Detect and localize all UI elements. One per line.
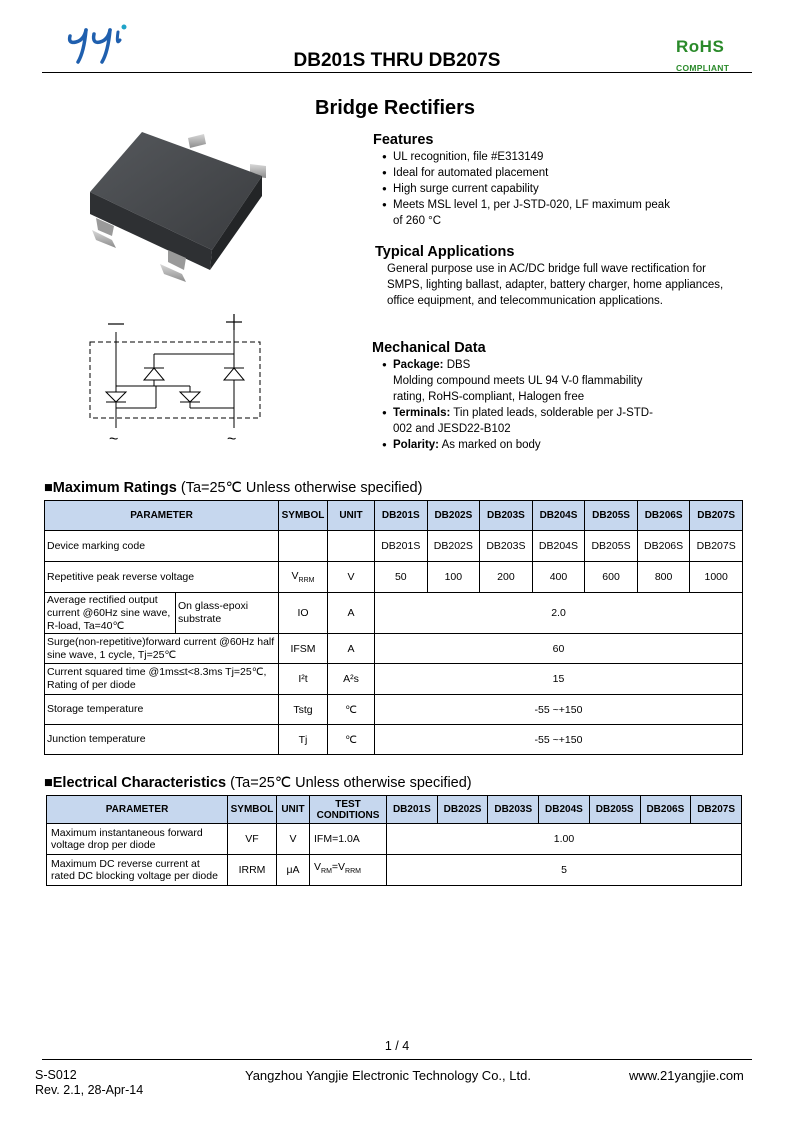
package-label: Package: [393, 359, 444, 371]
col-header: PARAMETER [45, 501, 279, 531]
svg-text:~: ~ [227, 431, 237, 448]
param-cell: Repetitive peak reverse voltage [45, 562, 279, 593]
unit-cell: A²s [328, 664, 375, 695]
col-header: DB202S [427, 501, 480, 531]
param-cell: Maximum DC reverse current at rated DC blocking voltage per diode [47, 855, 228, 886]
col-header: UNIT [328, 501, 375, 531]
value-cell: 100 [427, 562, 480, 593]
svg-text:~: ~ [109, 431, 119, 448]
value-cell: -55 ~+150 [375, 725, 743, 755]
website: www.21yangjie.com [629, 1068, 744, 1083]
value-cell: DB202S [427, 531, 480, 562]
value-cell: 15 [375, 664, 743, 695]
col-header: SYMBOL [279, 501, 328, 531]
package-value: DBS [443, 359, 471, 371]
symbol-cell [279, 562, 328, 593]
table-header-row [47, 796, 742, 824]
symbol-cell: IO [279, 593, 328, 634]
elec-char-condition: (Ta=25℃ Unless otherwise specified) [226, 775, 472, 791]
value-cell: DB204S [532, 531, 585, 562]
param-cell: Device marking code [45, 531, 279, 562]
unit-cell: A [328, 634, 375, 664]
col-header: PARAMETER [47, 796, 228, 824]
table-header-row [45, 501, 743, 531]
col-header: DB201S [387, 796, 438, 824]
mech-package [382, 357, 682, 405]
terminals-value: Tin plated leads, solderable per J-STD-002 and JESD22-B102 [393, 407, 653, 435]
document-id: S-S012 [35, 1068, 77, 1082]
symbol-cell: Tj [279, 725, 328, 755]
col-header: DB203S [480, 501, 533, 531]
symbol-cell: VF [228, 824, 277, 855]
mechanical-list [382, 357, 682, 453]
unit-cell: ℃ [328, 725, 375, 755]
table-row [45, 562, 743, 593]
col-header: UNIT [277, 796, 310, 824]
col-header: DB203S [488, 796, 539, 824]
applications-text: General purpose use in AC/DC bridge full wave rectification for SMPS, lighting ballast, adapter, battery charger, home appliances, office equipment, and telecommunication applications. [387, 263, 724, 307]
value-cell: 1000 [690, 562, 743, 593]
table-row [45, 531, 743, 562]
polarity-label: Polarity: [393, 439, 440, 451]
value-cell: 50 [375, 562, 428, 593]
footer-divider [42, 1059, 752, 1060]
test-sub: RRM [345, 868, 361, 876]
table-row [45, 634, 743, 664]
elec-char-heading: ■Electrical Characteristics [44, 775, 227, 791]
unit-cell: V [328, 562, 375, 593]
test-eq: =V [331, 861, 346, 874]
table-row [45, 593, 743, 634]
value-cell: 1.00 [387, 824, 742, 855]
test-sub: RM [321, 868, 332, 876]
col-header: DB201S [375, 501, 428, 531]
param-cell: Maximum instantaneous forward voltage drop per diode [47, 824, 228, 855]
col-header: DB206S [637, 501, 690, 531]
test-v: V [314, 861, 322, 874]
note-cell: On glass-epoxi substrate [176, 593, 279, 634]
value-cell: 200 [480, 562, 533, 593]
col-header: DB207S [691, 796, 742, 824]
elec-char-table [46, 795, 742, 886]
revision: Rev. 2.1, 28-Apr-14 [35, 1083, 144, 1097]
document-title: DB201S THRU DB207S [293, 50, 501, 71]
value-cell: DB207S [690, 531, 743, 562]
param-cell: Storage temperature [45, 695, 279, 725]
product-subtitle: Bridge Rectifiers [315, 97, 476, 119]
unit-cell: μA [277, 855, 310, 886]
test-cell: IFM=1.0A [310, 824, 387, 855]
test-cell [310, 855, 387, 886]
elec-char-title [44, 775, 472, 791]
applications-title: Typical Applications [375, 244, 515, 260]
symbol-cell: Tstg [279, 695, 328, 725]
company-name: Yangzhou Yangjie Electronic Technology Co., Ltd. [245, 1068, 531, 1083]
rohs-compliant-label: COMPLIANT [676, 63, 730, 73]
col-header: TEST CONDITIONS [310, 796, 387, 824]
bridge-schematic [82, 310, 278, 450]
table-row [47, 824, 742, 855]
col-header: DB207S [690, 501, 743, 531]
rohs-logo: RoHS [676, 37, 725, 56]
value-cell: DB206S [637, 531, 690, 562]
header-divider [42, 72, 752, 73]
param-cell: Junction temperature [45, 725, 279, 755]
mechanical-title: Mechanical Data [372, 340, 486, 356]
package-image [82, 122, 278, 287]
col-header: DB205S [585, 501, 638, 531]
param-cell: Average rectified output current @60Hz sine wave, R-load, Ta=40℃ [45, 593, 176, 634]
symbol-sub: RRM [298, 577, 315, 585]
col-header: SYMBOL [228, 796, 277, 824]
unit-cell: A [328, 593, 375, 634]
unit-cell: V [277, 824, 310, 855]
max-ratings-title [44, 480, 422, 496]
value-cell: 60 [375, 634, 743, 664]
table-row [47, 855, 742, 886]
package-text: Molding compound meets UL 94 V-0 flammability rating, RoHS-compliant, Halogen free [393, 375, 643, 403]
feature-item: ● High surge current capability [382, 181, 682, 197]
polarity-value: As marked on body [439, 439, 541, 451]
max-ratings-table [44, 500, 743, 755]
symbol-cell: IRRM [228, 855, 277, 886]
col-header: DB202S [437, 796, 488, 824]
value-cell: 600 [585, 562, 638, 593]
mech-polarity [382, 437, 682, 453]
max-ratings-heading: ■Maximum Ratings [44, 480, 177, 496]
features-list [382, 149, 682, 229]
value-cell: DB205S [585, 531, 638, 562]
features-title: Features [373, 132, 434, 148]
value-cell: DB201S [375, 531, 428, 562]
page-number: 1 / 4 [384, 1039, 410, 1053]
value-cell: 5 [387, 855, 742, 886]
symbol-cell: I²t [279, 664, 328, 695]
unit-cell: ℃ [328, 695, 375, 725]
symbol-text: V [291, 569, 299, 582]
value-cell: DB203S [480, 531, 533, 562]
feature-item: ● Meets MSL level 1, per J-STD-020, LF maximum peak of 260 °C [382, 197, 673, 229]
symbol-cell [279, 531, 328, 562]
col-header: DB204S [532, 501, 585, 531]
feature-item: ● Ideal for automated placement [382, 165, 682, 181]
unit-cell [328, 531, 375, 562]
table-row [45, 695, 743, 725]
col-header: DB205S [589, 796, 640, 824]
mech-terminals [382, 405, 653, 437]
param-cell: Current squared time @1ms≤t<8.3ms Tj=25℃, Rating of per diode [45, 664, 279, 695]
table-row [45, 725, 743, 755]
value-cell: 2.0 [375, 593, 743, 634]
col-header: DB206S [640, 796, 691, 824]
table-row [45, 664, 743, 695]
feature-item: ● UL recognition, file #E313149 [382, 149, 682, 165]
symbol-cell: IFSM [279, 634, 328, 664]
max-ratings-condition: (Ta=25℃ Unless otherwise specified) [176, 480, 423, 496]
col-header: DB204S [539, 796, 590, 824]
value-cell: 400 [532, 562, 585, 593]
value-cell: -55 ~+150 [375, 695, 743, 725]
param-cell: Surge(non-repetitive)forward current @60Hz half sine wave, 1 cycle, Tj=25℃ [45, 634, 279, 664]
value-cell: 800 [637, 562, 690, 593]
terminals-label: Terminals: [393, 407, 451, 419]
